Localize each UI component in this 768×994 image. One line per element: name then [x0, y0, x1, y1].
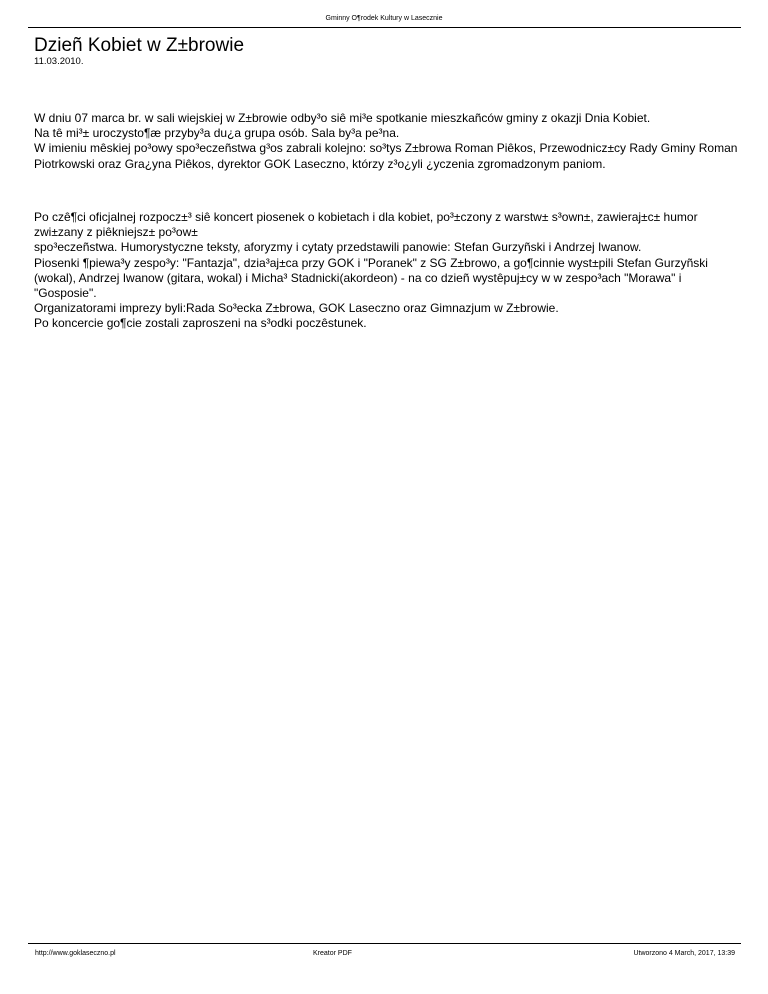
paragraph-line: spo³eczeñstwa. Humorystyczne teksty, aforyzmy i cytaty przedstawili panowie: Stefan Gurzyñski i Andrzej Iwanow.: [34, 240, 642, 255]
footer-generator: Kreator PDF: [313, 950, 352, 957]
paragraph-line: Po koncercie go¶cie zostali zaproszeni na s³odki poczêstunek.: [34, 316, 367, 331]
footer-divider: [28, 943, 741, 944]
article-title: Dzieñ Kobiet w Z±browie: [34, 35, 245, 56]
paragraph-line: Piosenki ¶piewa³y zespo³y: "Fantazja", dzia³aj±ca przy GOK i "Poranek" z SG Z±browo, a go¶cinnie wyst±pili Stefan Gurzyñski (wokal), Andrzej Iwanow (gitara, wokal) i Micha³ Stadnicki(akordeon) - na co dzieñ wystêpuj±cy w w zespo³ach "Morawa" i "Gosposie".: [34, 255, 708, 301]
article-paragraph-2: [34, 210, 740, 332]
footer-url: http://www.goklaseczno.pl: [35, 950, 116, 957]
paragraph-line: Na tê mi³± uroczysto¶æ przyby³a du¿a grupa osób. Sala by³a pe³na.: [34, 126, 400, 141]
article-paragraph-1: [34, 111, 740, 172]
footer-created-date: Utworzono 4 March, 2017, 13:39: [633, 950, 735, 957]
paragraph-line: Po czê¶ci oficjalnej rozpocz±³ siê koncert piosenek o kobietach i dla kobiet, po³±czony z warstw± s³own±, zawieraj±c± humor zwi±zany z piêkniejsz± po³ow±: [34, 210, 698, 240]
article-date: 11.03.2010.: [34, 56, 84, 67]
header-divider: [28, 27, 741, 28]
paragraph-line: Organizatorami imprezy byli:Rada So³ecka Z±browa, GOK Laseczno oraz Gimnazjum w Z±browie.: [34, 301, 559, 316]
paragraph-line: W imieniu mêskiej po³owy spo³eczeñstwa g³os zabrali kolejno: so³tys Z±browa Roman Piêkos, Przewodnicz±cy Rady Gminy Roman Piotrkowski oraz Gra¿yna Piêkos, dyrektor GOK Laseczno, którzy z³o¿yli ¿yczenia zgromadzonym paniom.: [34, 141, 738, 171]
paragraph-line: W dniu 07 marca br. w sali wiejskiej w Z±browie odby³o siê mi³e spotkanie mieszkañców gminy z okazji Dnia Kobiet.: [34, 111, 651, 125]
page-header-site-name: Gminny O¶rodek Kultury w Lasecznie: [325, 15, 443, 22]
